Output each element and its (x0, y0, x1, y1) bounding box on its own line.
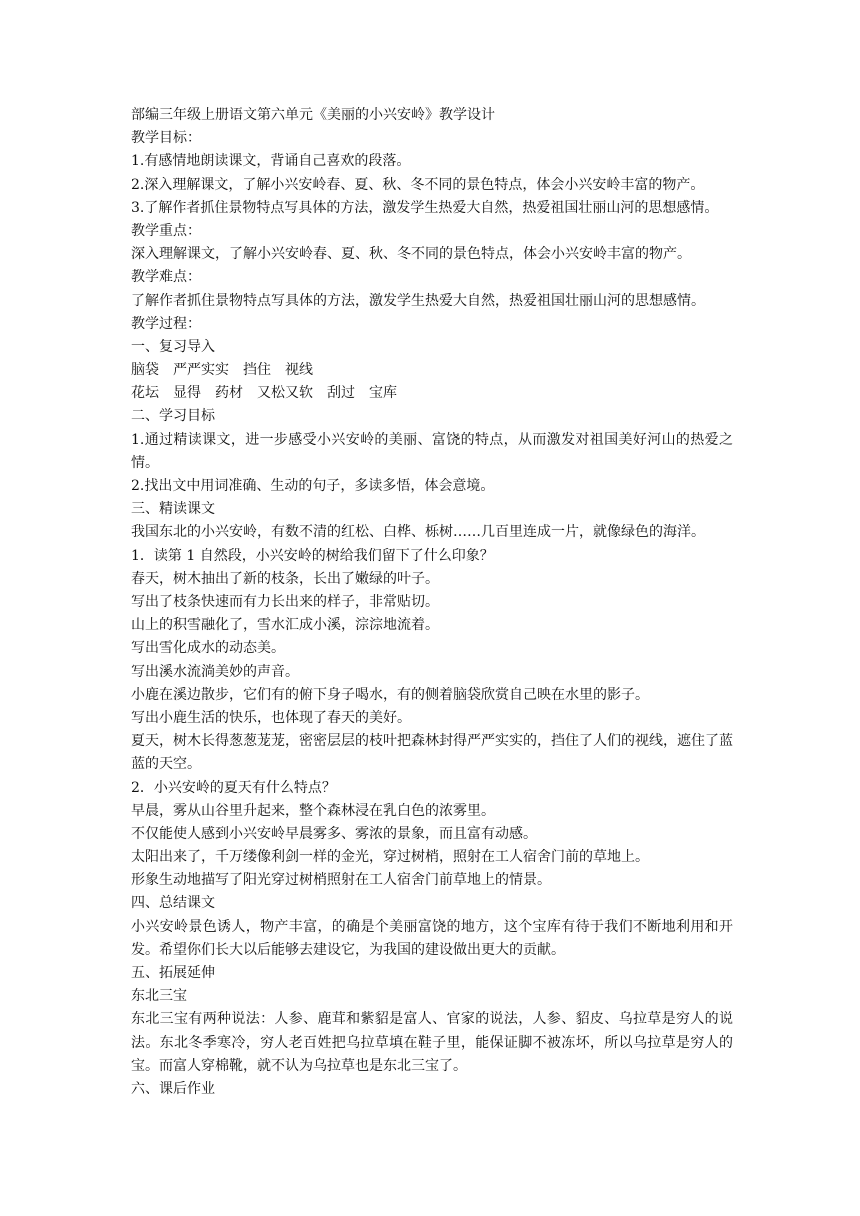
question-line: 2．小兴安岭的夏天有什么特点？ (131, 779, 336, 796)
summary-paragraph: 小兴安岭景色诱人，物产丰富，的确是个美丽富饶的地方，这个宝库有待于我们不断地利用和开发。希望你们长大以后能够去建设它，为我国的建设做出更大的贡献。 (131, 918, 733, 958)
key-points-heading: 教学重点： (131, 222, 201, 239)
question-line: 1．读第 1 自然段，小兴安岭的树给我们留下了什么印象？ (131, 547, 494, 564)
document-title: 部编三年级上册语文第六单元《美丽的小兴安岭》教学设计 (131, 107, 495, 123)
section-heading: 三、精读课文 (131, 501, 215, 518)
vocabulary-line: 脑袋 严严实实 挡住 视线 (131, 362, 313, 379)
analysis-note: 写出了枝条快速而有力长出来的样子，非常贴切。 (131, 593, 439, 610)
key-points-text: 深入理解课文，了解小兴安岭春、夏、秋、冬不同的景色特点，体会小兴安岭丰富的物产。 (131, 246, 691, 263)
section-heading: 二、学习目标 (131, 408, 215, 425)
analysis-note: 不仅能使人感到小兴安岭早晨雾多、雾浓的景象，而且富有动感。 (131, 825, 537, 842)
difficulty-heading: 教学难点： (131, 269, 201, 286)
text-excerpt: 早晨，雾从山谷里升起来，整个森林浸在乳白色的浓雾里。 (131, 802, 495, 819)
objective-item: 1.通过精读课文，进一步感受小兴安岭的美丽、富饶的特点，从而激发对祖国美好河山的热爱之情。 (131, 431, 733, 471)
analysis-note: 写出溪水流淌美妙的声音。 (131, 663, 299, 680)
text-excerpt: 小鹿在溪边散步，它们有的俯下身子喝水，有的侧着脑袋欣赏自己映在水里的影子。 (131, 686, 649, 703)
goal-item: 2.深入理解课文，了解小兴安岭春、夏、秋、冬不同的景色特点，体会小兴安岭丰富的物产。 (131, 176, 705, 193)
section-heading: 一、复习导入 (131, 338, 215, 355)
analysis-note: 写出雪化成水的动态美。 (131, 640, 285, 657)
section-heading: 四、总结课文 (131, 895, 215, 912)
goals-heading: 教学目标： (131, 130, 201, 147)
text-excerpt: 太阳出来了，千万缕像利剑一样的金光，穿过树梢，照射在工人宿舍门前的草地上。 (131, 849, 649, 866)
analysis-note: 形象生动地描写了阳光穿过树梢照射在工人宿舍门前草地上的情景。 (131, 872, 551, 889)
goal-item: 3.了解作者抓住景物特点写具体的方法，激发学生热爱大自然，热爱祖国壮丽山河的思想感情。 (131, 199, 719, 216)
intro-paragraph: 我国东北的小兴安岭，有数不清的红松、白桦、栎树……几百里连成一片，就像绿色的海洋。 (131, 524, 705, 541)
text-excerpt: 山上的积雪融化了，雪水汇成小溪，淙淙地流着。 (131, 617, 439, 634)
extension-paragraph: 东北三宝有两种说法：人参、鹿茸和紫貂是富人、官家的说法，人参、貂皮、乌拉草是穷人的说法。东北冬季寒冷，穷人老百姓把乌拉草填在鞋子里，能保证脚不被冻坏，所以乌拉草是穷人的宝。而富人穿棉靴，就不认为乌拉草也是东北三宝了。 (131, 1011, 733, 1074)
extension-title: 东北三宝 (131, 988, 187, 1005)
difficulty-text: 了解作者抓住景物特点写具体的方法，激发学生热爱大自然，热爱祖国壮丽山河的思想感情。 (131, 292, 705, 309)
objective-item: 2.找出文中用词准确、生动的句子，多读多悟，体会意境。 (131, 478, 495, 495)
goal-item: 1.有感情地朗读课文，背诵自己喜欢的段落。 (131, 153, 411, 170)
document-body (131, 104, 733, 1101)
analysis-note: 写出小鹿生活的快乐，也体现了春天的美好。 (131, 709, 411, 726)
text-excerpt: 夏天，树木长得葱葱茏茏，密密层层的枝叶把森林封得严严实实的，挡住了人们的视线，遮住了蓝蓝的天空。 (131, 733, 733, 773)
section-heading: 五、拓展延伸 (131, 965, 215, 982)
process-heading: 教学过程： (131, 315, 201, 332)
section-heading: 六、课后作业 (131, 1081, 215, 1098)
text-excerpt: 春天，树木抽出了新的枝条，长出了嫩绿的叶子。 (131, 570, 439, 587)
vocabulary-line: 花坛 显得 药材 又松又软 刮过 宝库 (131, 385, 397, 402)
